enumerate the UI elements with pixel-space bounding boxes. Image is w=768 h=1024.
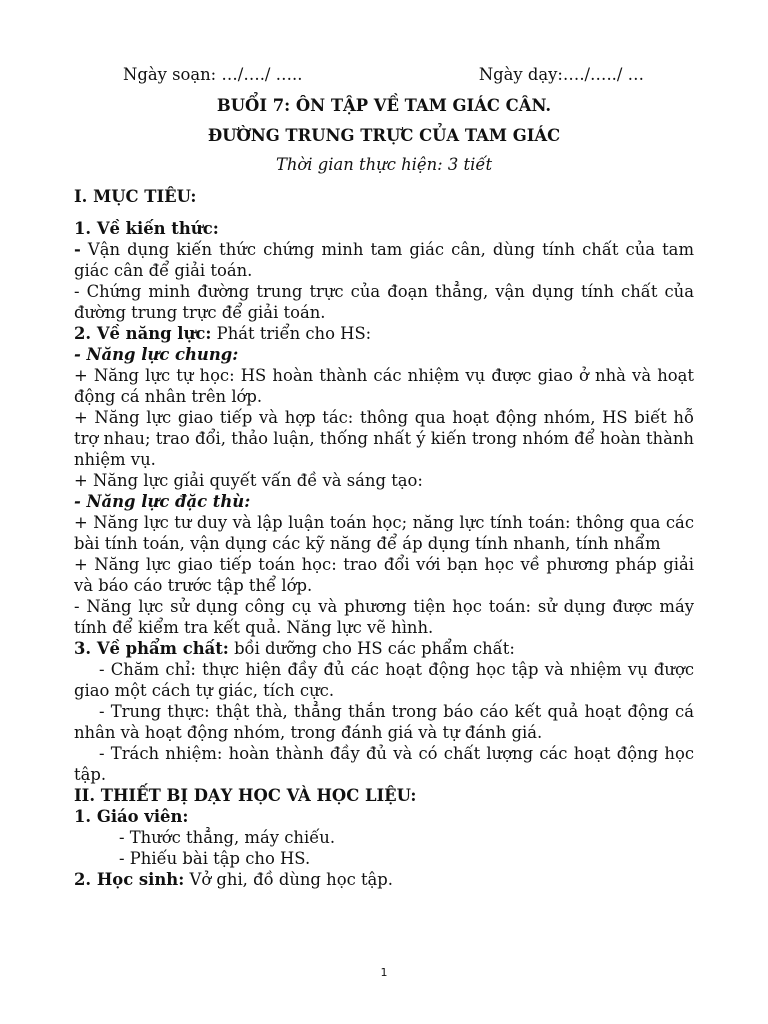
section-objectives-heading: I. MỤC TIÊU: <box>74 187 197 206</box>
student-rest: Vở ghi, đồ dùng học tập. <box>184 870 394 889</box>
competence-heading-label: 2. Về năng lực: <box>74 324 212 343</box>
section-equipment-heading: II. THIẾT BỊ DẠY HỌC VÀ HỌC LIỆU: <box>74 786 417 805</box>
teacher-item: - Thước thẳng, máy chiếu. <box>119 828 336 847</box>
qualities-heading-label: 3. Về phẩm chất: <box>74 639 229 658</box>
competence-heading-rest: Phát triển cho HS: <box>211 324 372 343</box>
teacher-heading: 1. Giáo viên: <box>74 807 189 826</box>
general-competence-item: + Năng lực giao tiếp và hợp tác: thông qua hoạt động nhóm, HS biết hỗ trợ nhau; trao đổi, thảo luận, thống nhất ý kiến trong nhóm để hoàn thành nhiệm vụ. <box>74 408 694 469</box>
qualities-heading <box>74 638 694 659</box>
specific-competence-item: + Năng lực tư duy và lập luận toán học; năng lực tính toán: thông qua các bài tính toán, vận dụng các kỹ năng để áp dụng tính nhanh, tính nhẩm <box>74 513 694 553</box>
knowledge-item: - Chứng minh đường trung trực của đoạn thẳng, vận dụng tính chất của đường trung trực để giải toán. <box>74 282 694 322</box>
lesson-title: BUỔI 7: ÔN TẬP VỀ TAM GIÁC CÂN. <box>216 96 552 115</box>
quality-item: - Chăm chỉ: thực hiện đầy đủ các hoạt động học tập và nhiệm vụ được giao một cách tự giác, tích cực. <box>74 660 694 700</box>
knowledge-heading: 1. Về kiến thức: <box>74 219 219 238</box>
quality-item: - Trách nhiệm: hoàn thành đầy đủ và có chất lượng các hoạt động học tập. <box>74 744 694 784</box>
student-heading: 2. Học sinh: <box>74 870 185 889</box>
date-row <box>74 64 694 85</box>
knowledge-dash: - <box>74 240 81 259</box>
lesson-subtitle: ĐƯỜNG TRUNG TRỰC CỦA TAM GIÁC <box>207 126 561 145</box>
lesson-duration: Thời gian thực hiện: 3 tiết <box>275 155 493 174</box>
page-number: 1 <box>380 966 388 979</box>
qualities-heading-rest: bồi dưỡng cho HS các phẩm chất: <box>228 639 515 658</box>
general-competence-item: + Năng lực giải quyết vấn đề và sáng tạo: <box>74 471 423 490</box>
specific-competence-item: - Năng lực sử dụng công cụ và phương tiện học toán: sử dụng được máy tính để kiểm tra kết quả. Năng lực vẽ hình. <box>74 597 694 637</box>
specific-competence-heading: - Năng lực đặc thù: <box>74 492 251 511</box>
general-competence-heading: - Năng lực chung: <box>74 345 239 364</box>
teacher-item: - Phiếu bài tập cho HS. <box>119 849 311 868</box>
quality-item: - Trung thực: thật thà, thẳng thắn trong báo cáo kết quả hoạt động cá nhân và hoạt động nhóm, trong đánh giá và tự đánh giá. <box>74 702 694 742</box>
document-page <box>74 64 694 890</box>
date-taught: Ngày dạy:…./…../ … <box>478 65 644 84</box>
knowledge-item-text: Vận dụng kiến thức chứng minh tam giác cân, dùng tính chất của tam giác cân để giải toán. <box>74 240 694 280</box>
student-line <box>74 869 694 890</box>
knowledge-item <box>74 239 694 281</box>
general-competence-item: + Năng lực tự học: HS hoàn thành các nhiệm vụ được giao ở nhà và hoạt động cá nhân trên lớp. <box>74 366 694 406</box>
specific-competence-item: + Năng lực giao tiếp toán học: trao đổi với bạn học về phương pháp giải và báo cáo trước tập thể lớp. <box>74 555 694 595</box>
date-prepared: Ngày soạn: …/…./ ….. <box>123 65 303 84</box>
competence-heading <box>74 323 694 344</box>
